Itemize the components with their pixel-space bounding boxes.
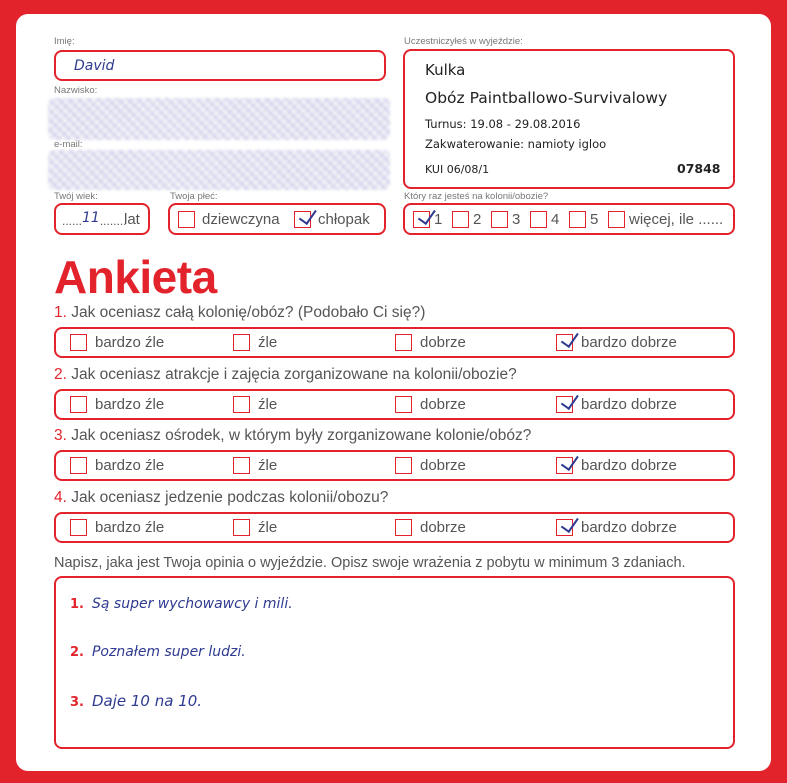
rating-option-label: bardzo źle bbox=[95, 457, 165, 474]
rating-option-label: bardzo dobrze bbox=[581, 457, 677, 474]
times-checkbox-more[interactable] bbox=[608, 211, 625, 228]
rating-option-label: dobrze bbox=[420, 457, 466, 474]
opinion-line-1: 1. Są super wychowawcy i mili. bbox=[70, 596, 293, 612]
rating-option-label: źle bbox=[258, 457, 278, 474]
times-option-3: 3 bbox=[512, 211, 521, 228]
check-mark-icon bbox=[561, 390, 579, 410]
rating-checkbox-2-4[interactable] bbox=[556, 396, 573, 413]
rating-checkbox-2-2[interactable] bbox=[233, 396, 250, 413]
rating-option-label: dobrze bbox=[420, 334, 466, 351]
rating-checkbox-3-2[interactable] bbox=[233, 457, 250, 474]
question-text: Jak oceniasz całą kolonię/obóz? (Podobało Ci się?) bbox=[71, 304, 426, 321]
rating-row-3 bbox=[54, 450, 735, 481]
rating-option-label: źle bbox=[258, 334, 278, 351]
gender-checkbox-dziewczyna[interactable] bbox=[178, 211, 195, 228]
camp-turnus: Turnus: 19.08 - 29.08.2016 bbox=[425, 117, 581, 131]
times-option-4: 4 bbox=[551, 211, 560, 228]
rating-option-label: bardzo źle bbox=[95, 334, 165, 351]
rating-checkbox-4-3[interactable] bbox=[395, 519, 412, 536]
rating-row-2 bbox=[54, 389, 735, 420]
opinion-textarea[interactable] bbox=[54, 576, 735, 749]
age-field[interactable] bbox=[54, 203, 150, 235]
rating-checkbox-2-1[interactable] bbox=[70, 396, 87, 413]
times-label: Który raz jesteś na kolonii/obozie? bbox=[404, 191, 549, 202]
camp-code: KUI 06/08/1 bbox=[425, 163, 490, 176]
question-number: 2. bbox=[54, 365, 67, 383]
rating-option-label: bardzo źle bbox=[95, 518, 165, 536]
question-number: 1. bbox=[54, 304, 67, 321]
rating-option-label: dobrze bbox=[420, 518, 466, 536]
question-4 bbox=[54, 489, 388, 507]
participant-label: Uczestniczyłeś w wyjeździe: bbox=[404, 36, 523, 47]
age-suffix: ........ bbox=[99, 214, 127, 228]
times-checkbox-1[interactable] bbox=[413, 211, 430, 228]
rating-checkbox-3-1[interactable] bbox=[70, 457, 87, 474]
survey-sheet bbox=[16, 14, 771, 771]
times-option-1: 1 bbox=[434, 211, 443, 228]
gender-label: Twoja płeć: bbox=[170, 191, 218, 202]
question-text: Jak oceniasz jedzenie podczas kolonii/obozu? bbox=[71, 488, 389, 506]
opinion-line-3: 3. Daje 10 na 10. bbox=[70, 692, 203, 710]
camp-accommodation: Zakwaterowanie: namioty igloo bbox=[425, 137, 607, 151]
gender-option-chlopak: chłopak bbox=[318, 211, 370, 228]
name-field[interactable] bbox=[54, 50, 386, 81]
question-1 bbox=[54, 304, 425, 322]
camp-name: Obóz Paintballowo-Survivalowy bbox=[425, 89, 668, 107]
camp-number: 07848 bbox=[677, 161, 721, 176]
surname-label: Nazwisko: bbox=[54, 85, 98, 96]
gender-option-dziewczyna: dziewczyna bbox=[202, 211, 280, 228]
rating-checkbox-4-2[interactable] bbox=[233, 519, 250, 536]
check-mark-icon bbox=[299, 205, 317, 225]
survey-title: Ankieta bbox=[54, 251, 217, 303]
email-redacted bbox=[48, 150, 390, 190]
rating-checkbox-3-3[interactable] bbox=[395, 457, 412, 474]
rating-checkbox-1-3[interactable] bbox=[395, 334, 412, 351]
rating-checkbox-1-1[interactable] bbox=[70, 334, 87, 351]
gender-field bbox=[168, 203, 386, 235]
age-prefix: ...... bbox=[62, 214, 83, 228]
age-unit: lat bbox=[124, 211, 140, 228]
opinion-line-2: 2. Poznałem super ludzi. bbox=[70, 644, 246, 660]
name-label: Imię: bbox=[54, 36, 75, 47]
rating-checkbox-4-4[interactable] bbox=[556, 519, 573, 536]
rating-row-4 bbox=[54, 512, 735, 543]
opinion-prompt: Napisz, jaka jest Twoja opinia o wyjeździe. Opisz swoje wrażenia z pobytu w minimum 3 zdaniach. bbox=[54, 555, 686, 571]
rating-checkbox-1-2[interactable] bbox=[233, 334, 250, 351]
question-number: 4. bbox=[54, 488, 67, 506]
times-option-5: 5 bbox=[590, 211, 599, 228]
question-2 bbox=[54, 366, 517, 384]
check-mark-icon bbox=[561, 328, 579, 348]
times-checkbox-3[interactable] bbox=[491, 211, 508, 228]
question-number: 3. bbox=[54, 427, 67, 444]
rating-checkbox-1-4[interactable] bbox=[556, 334, 573, 351]
rating-row-1 bbox=[54, 327, 735, 358]
rating-option-label: bardzo źle bbox=[95, 395, 165, 413]
rating-option-label: bardzo dobrze bbox=[581, 518, 677, 536]
rating-option-label: dobrze bbox=[420, 395, 466, 413]
camp-info-box bbox=[403, 49, 735, 189]
age-label: Twój wiek: bbox=[54, 191, 98, 202]
rating-option-label: źle bbox=[258, 395, 278, 413]
times-option-2: 2 bbox=[473, 211, 482, 228]
question-3 bbox=[54, 427, 531, 445]
check-mark-icon bbox=[561, 451, 579, 471]
question-text: Jak oceniasz ośrodek, w którym były zorganizowane kolonie/obóz? bbox=[71, 427, 532, 444]
times-checkbox-2[interactable] bbox=[452, 211, 469, 228]
rating-option-label: bardzo dobrze bbox=[581, 395, 677, 413]
rating-checkbox-4-1[interactable] bbox=[70, 519, 87, 536]
age-value: 11 bbox=[82, 210, 100, 226]
question-text: Jak oceniasz atrakcje i zajęcia zorganizowane na kolonii/obozie? bbox=[71, 365, 517, 383]
times-checkbox-5[interactable] bbox=[569, 211, 586, 228]
rating-option-label: źle bbox=[258, 518, 278, 536]
check-mark-icon bbox=[561, 513, 579, 533]
rating-checkbox-2-3[interactable] bbox=[395, 396, 412, 413]
email-label: e-mail: bbox=[54, 139, 83, 150]
rating-option-label: bardzo dobrze bbox=[581, 334, 677, 351]
times-checkbox-4[interactable] bbox=[530, 211, 547, 228]
surname-redacted bbox=[48, 98, 390, 140]
times-field bbox=[403, 203, 735, 235]
camp-company: Kulka bbox=[425, 61, 466, 79]
name-value: David bbox=[74, 58, 115, 74]
times-option-more: więcej, ile ...... bbox=[629, 211, 724, 228]
gender-checkbox-chlopak[interactable] bbox=[294, 211, 311, 228]
rating-checkbox-3-4[interactable] bbox=[556, 457, 573, 474]
